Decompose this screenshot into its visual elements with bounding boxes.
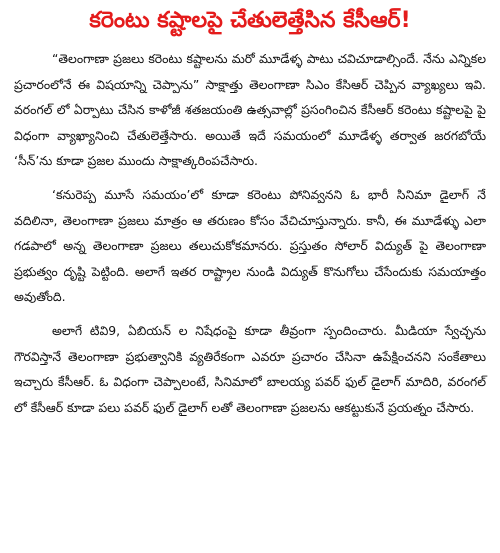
article-headline: కరెంటు కష్టాలపై చేతులెత్తేసిన కేసీఆర్!	[89, 8, 411, 33]
article-paragraph: “తెలంగాణా ప్రజలు కరెంటు కష్టాలను మరో మూడేళ్ళ పాటు చవిచూడాల్సిందే. నేను ఎన్నికల ప్రచారంలోనే ఈ విషయాన్ని చెప్పాను” సాక్షాత్తు తెలంగాణా సిఎం కేసిఆర్ చెప్పిన వ్యాఖ్యలు ఇవి. వరంగల్ లో ఏర్పాటు చేసిన కాళోజీ శతజయంతి ఉత్సవాల్లో ప్రసంగించిన కేసీఆర్ కరెంటు కష్టాలపై పై విధంగా వ్యాఖ్యానించి చేతులెత్తేసారు. అయితే ఇదే సమయంలో మూడేళ్ళ తర్వాత జరగబోయే ‘సీన్’ను కూడా ప్రజల ముందు సాక్షాత్కరింపచేసారు.	[14, 51, 486, 169]
article-body	[14, 46, 486, 420]
article-paragraph: ‘కనురెప్ప మూసే సమయం’లో కూడా కరెంటు పోనివ్వనని ఓ భారీ సినిమా డైలాగ్ నే వదిలినా, తెలంగాణా ప్రజలు మాత్రం ఆ తరుణం కోసం వేచిచూస్తున్నారు. కానీ, ఈ మూడేళ్ళు ఎలా గడపాలో అన్న తెలంగాణా ప్రజలు తలుచుకోకమానరు. ప్రస్తుతం సోలార్ విద్యుత్ పై తెలంగాణా ప్రభుత్వం దృష్టి పెట్టింది. అలాగే ఇతర రాష్ట్రాల నుండి విద్యుత్ కొనుగోలు చేసేందుకు సమయాత్తం అవుతోంది.	[14, 186, 486, 305]
article-paragraph: అలాగే టివి9, ఏబియన్ ల నిషేధంపై కూడా తీవ్రంగా స్పందించారు. మీడియా స్వేచ్ఛను గౌరవిస్తానే తెలంగాణా ప్రభుత్వానికి వ్యతిరేకంగా ఎవరూ ప్రచారం చేసినా ఉపేక్షించనని సంకేతాలు ఇచ్చారు కేసీఆర్. ఓ విధంగా చెప్పాలంటే, సినిమాలో బాలయ్య పవర్ ఫుల్ డైలాగ్ మాదిరి, వరంగల్ లో కేసీఆర్ కూడా పలు పవర్ ఫుల్ డైలాగ్ లతో తెలంగాణా ప్రజలను ఆకట్టుకునే ప్రయత్నం చేసారు.	[14, 322, 486, 415]
